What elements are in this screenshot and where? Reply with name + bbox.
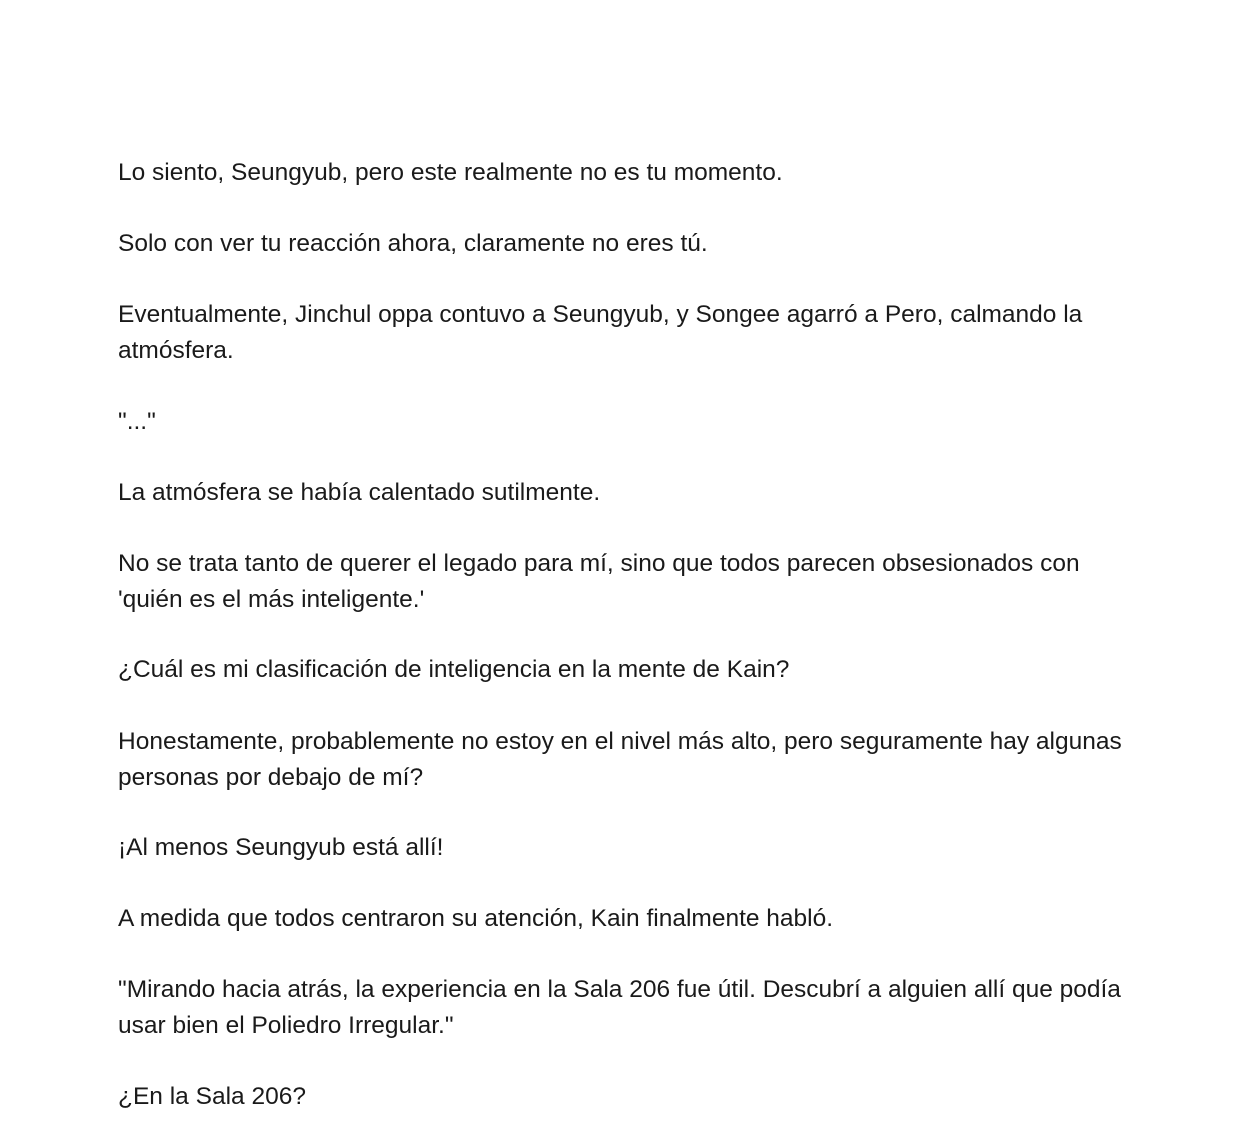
paragraph-8: Honestamente, probablemente no estoy en el nivel más alto, pero seguramente hay algunas personas por debajo de mí? — [118, 728, 1122, 791]
paragraph-1: Lo siento, Seungyub, pero este realmente no es tu momento. — [118, 159, 783, 186]
paragraph-10: A medida que todos centraron su atención, Kain finalmente habló. — [118, 905, 834, 932]
paragraph-5: La atmósfera se había calentado sutilmente. — [118, 479, 601, 506]
paragraph-9: ¡Al menos Seungyub está allí! — [118, 834, 444, 861]
paragraph-7: ¿Cuál es mi clasificación de inteligencia en la mente de Kain? — [118, 656, 790, 683]
paragraph-2: Solo con ver tu reacción ahora, claramente no eres tú. — [118, 230, 708, 257]
paragraph-3: Eventualmente, Jinchul oppa contuvo a Seungyub, y Songee agarró a Pero, calmando la atmósfera. — [118, 301, 1083, 364]
paragraph-6: No se trata tanto de querer el legado para mí, sino que todos parecen obsesionados con 'quién es el más inteligente.' — [118, 550, 1080, 613]
paragraph-11: "Mirando hacia atrás, la experiencia en la Sala 206 fue útil. Descubrí a alguien allí que podía usar bien el Poliedro Irregular." — [118, 976, 1121, 1039]
paragraph-4: "..." — [118, 408, 156, 435]
paragraph-12: ¿En la Sala 206? — [118, 1083, 306, 1110]
